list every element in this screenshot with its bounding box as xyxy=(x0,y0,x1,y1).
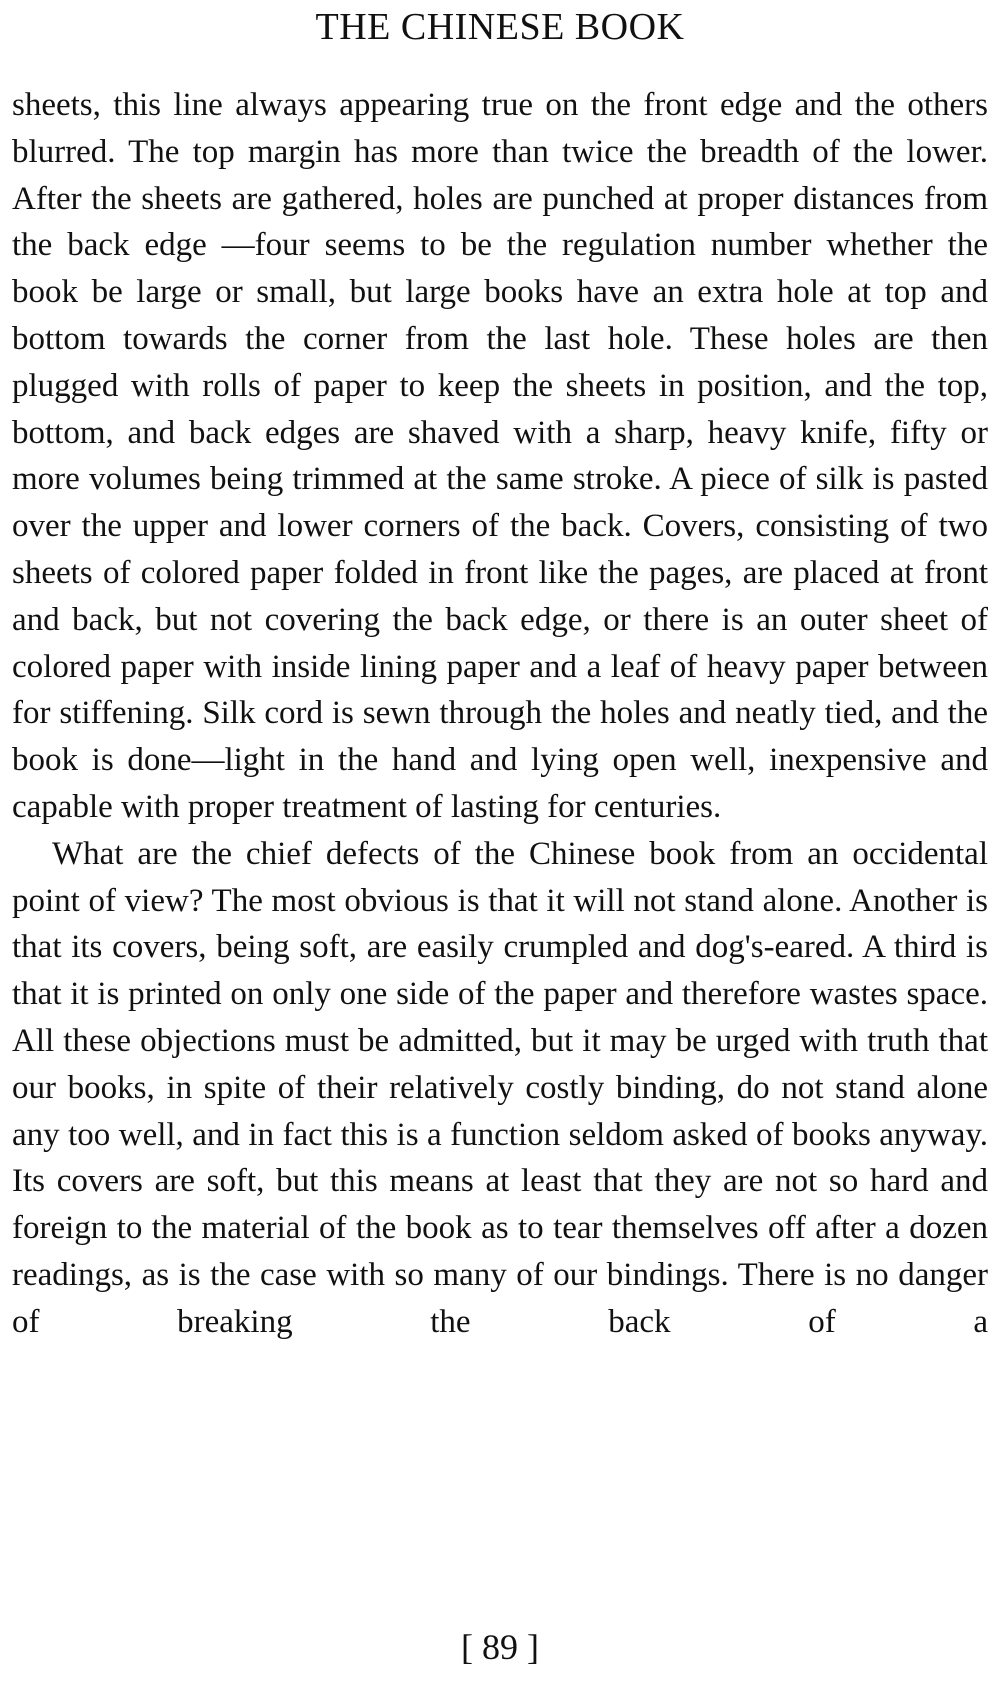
book-page xyxy=(12,0,988,1689)
paragraph-binding-process: sheets, this line always appearing true on the front edge and the others blurred. The top margin has more than twice the breadth of the lower. After the sheets are gathered, holes are punched at proper distances from the back edge —four seems to be the regulation number whether the book be large or small, but large books have an extra hole at top and bottom towards the corner from the last hole. These holes are then plugged with rolls of paper to keep the sheets in position, and the top, bottom, and back edges are shaved with a sharp, heavy knife, fifty or more volumes being trimmed at the same stroke. A piece of silk is pasted over the upper and lower corners of the back. Covers, consisting of two sheets of colored paper folded in front like the pages, are placed at front and back, but not covering the back edge, or there is an outer sheet of colored paper with inside lining paper and a leaf of heavy paper between for stiffening. Silk cord is sewn through the holes and neatly tied, and the book is done—light in the hand and lying open well, inexpensive and capable with proper treatment of lasting for centuries. xyxy=(12,87,988,825)
paragraph-chief-defects: What are the chief defects of the Chinese book from an occidental point of view? The most obvious is that it will not stand alone. Another is that its covers, being soft, are easily crumpled and dog's-eared. A third is that it is printed on only one side of the paper and therefore wastes space. All these objections must be admitted, but it may be urged with truth that our books, in spite of their relatively costly binding, do not stand alone any too well, and in fact this is a function seldom asked of books anyway. Its covers are soft, but this means at least that they are not so hard and foreign to the material of the book as to tear themselves off after a dozen readings, as is the case with so many of our bindings. There is no danger of breaking the back of a xyxy=(12,835,988,1340)
running-head-title: THE CHINESE BOOK xyxy=(315,6,685,48)
body-text xyxy=(12,82,988,1346)
page-number: [ 89 ] xyxy=(461,1627,539,1667)
